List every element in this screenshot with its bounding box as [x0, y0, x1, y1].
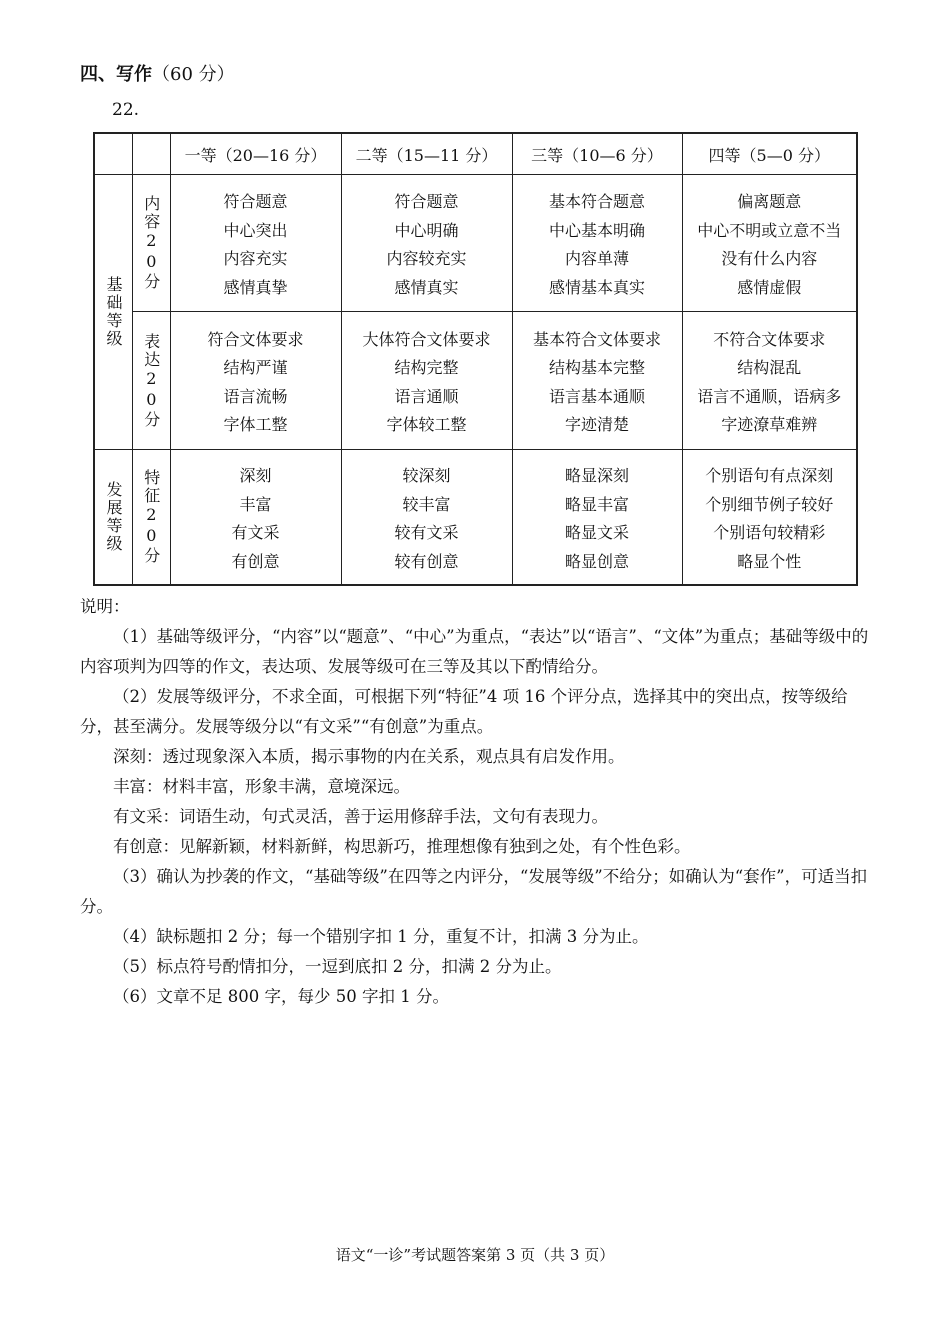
table-cell: [170, 312, 341, 450]
row-label-cell: [132, 450, 170, 586]
cell-line: 个别语句有点深刻: [705, 466, 834, 485]
page-footer: 语文“一诊”考试题答案第 3 页（共 3 页）: [335, 1246, 615, 1264]
header-grade-3: 三等（10—6 分）: [512, 133, 682, 175]
cell-line: 符合题意: [394, 192, 459, 211]
table-row: [94, 312, 857, 450]
cell-line: 感情真实: [394, 277, 459, 297]
cell-line: 略显深刻: [564, 466, 629, 485]
cell-line: 结构严谨: [223, 358, 288, 377]
row-label-features: 特征20分: [141, 469, 161, 565]
cell-line: 有文采: [231, 523, 280, 542]
cell-line: 基本符合题意: [548, 192, 645, 211]
cell-line: 偏离题意: [737, 192, 802, 211]
cell-line: 不符合文体要求: [713, 329, 826, 349]
group-development-label: 发展等级: [104, 481, 124, 553]
cell-line: 结构完整: [394, 358, 459, 377]
table-cell: [512, 175, 682, 312]
note-item: 有创意：见解新颖，材料新鲜，构思新巧，推理想像有独到之处，有个性色彩。: [113, 837, 691, 856]
cell-line: 大体符合文体要求: [362, 329, 491, 349]
table-cell: [170, 175, 341, 312]
cell-line: 字迹潦草难辨: [721, 415, 818, 434]
note-item: 丰富：材料丰富，形象丰满，意境深远。: [113, 777, 410, 796]
cell-line: 结构基本完整: [548, 358, 645, 377]
notes-section: [80, 592, 870, 1012]
cell-line: 感情基本真实: [548, 277, 645, 297]
section-title: [80, 60, 235, 86]
note-item: （5）标点符号酌情扣分，一逗到底扣 2 分，扣满 2 分为止。: [113, 957, 562, 976]
group-basic-label: 基础等级: [104, 276, 124, 348]
table-cell: [682, 312, 857, 450]
cell-line: 语言流畅: [223, 386, 288, 406]
note-item: （1）基础等级评分，“内容”以“题意”、“中心”为重点，“表达”以“语言”、“文体”为重点；基础等级中的内容项判为四等的作文，表达项、发展等级可在三等及其以下酌情给分。: [80, 627, 869, 676]
cell-line: 略显文采: [564, 523, 629, 542]
cell-line: 符合文体要求: [207, 329, 304, 349]
cell-line: 较有创意: [394, 551, 459, 571]
cell-line: 个别语句较精彩: [713, 523, 826, 542]
table-cell: [512, 450, 682, 586]
group-basic: [94, 175, 132, 450]
header-blank-2: [132, 133, 170, 175]
cell-line: 语言基本通顺: [548, 386, 645, 406]
cell-line: 内容充实: [223, 249, 288, 268]
table-cell: [682, 175, 857, 312]
table-cell: [170, 450, 341, 586]
notes-heading: 说明：: [80, 597, 130, 616]
note-item: （2）发展等级评分，不求全面，可根据下列“特征”4 项 16 个评分点，选择其中的突出点，按等级给分，甚至满分。发展等级分以“有文采”“有创意”为重点。: [80, 687, 848, 736]
header-blank-1: [94, 133, 132, 175]
table-row: [94, 450, 857, 586]
table-header-row: [94, 133, 857, 175]
note-item: （3）确认为抄袭的作文，“基础等级”在四等之内评分，“发展等级”不给分；如确认为“套作”，可适当扣分。: [80, 867, 868, 916]
cell-line: 中心不明或立意不当: [697, 220, 842, 240]
table-cell: [341, 312, 512, 450]
header-grade-2: 二等（15—11 分）: [341, 133, 512, 175]
cell-line: 语言通顺: [394, 386, 459, 406]
cell-line: 感情真挚: [223, 277, 288, 297]
cell-line: 没有什么内容: [721, 249, 818, 268]
table-cell: [512, 312, 682, 450]
cell-line: 较深刻: [402, 466, 451, 485]
cell-line: 字迹清楚: [564, 415, 629, 434]
note-item: （6）文章不足 800 字，每少 50 字扣 1 分。: [113, 987, 449, 1006]
scoring-rubric-table: [93, 132, 858, 586]
table-cell: [341, 175, 512, 312]
cell-line: 略显个性: [737, 551, 802, 571]
cell-line: 内容较充实: [386, 249, 467, 268]
table-row: [94, 175, 857, 312]
table-cell: [682, 450, 857, 586]
note-item: 有文采：词语生动，句式灵活，善于运用修辞手法，文句有表现力。: [113, 807, 608, 826]
group-development: [94, 450, 132, 586]
cell-line: 略显丰富: [564, 494, 629, 514]
cell-line: 结构混乱: [737, 358, 802, 377]
table-cell: [341, 450, 512, 586]
cell-line: 感情虚假: [737, 277, 802, 297]
cell-line: 内容单薄: [564, 249, 629, 268]
cell-line: 略显创意: [564, 551, 629, 571]
cell-line: 字体较工整: [386, 415, 467, 434]
cell-line: 较有文采: [394, 523, 459, 542]
question-number: 22.: [112, 100, 140, 120]
cell-line: 有创意: [231, 551, 280, 571]
cell-line: 语言不通顺，语病多: [697, 386, 842, 406]
cell-line: 基本符合文体要求: [532, 329, 661, 349]
row-label-content: 内容20分: [141, 195, 161, 291]
section-title-text: 四、写作: [80, 64, 152, 85]
row-label-cell: [132, 312, 170, 450]
cell-line: 较丰富: [402, 494, 451, 514]
cell-line: 中心明确: [394, 220, 459, 240]
row-label-cell: [132, 175, 170, 312]
cell-line: 个别细节例子较好: [705, 494, 834, 514]
cell-line: 符合题意: [223, 192, 288, 211]
header-grade-1: 一等（20—16 分）: [170, 133, 341, 175]
cell-line: 中心突出: [223, 220, 288, 240]
cell-line: 丰富: [239, 494, 272, 514]
cell-line: 中心基本明确: [548, 220, 645, 240]
cell-line: 字体工整: [223, 415, 288, 434]
note-item: （4）缺标题扣 2 分；每一个错别字扣 1 分，重复不计，扣满 3 分为止。: [113, 927, 649, 946]
note-item: 深刻：透过现象深入本质，揭示事物的内在关系，观点具有启发作用。: [113, 747, 625, 766]
header-grade-4: 四等（5—0 分）: [682, 133, 857, 175]
cell-line: 深刻: [239, 466, 272, 485]
section-score: （60 分）: [152, 64, 235, 85]
row-label-expression: 表达20分: [141, 332, 161, 429]
